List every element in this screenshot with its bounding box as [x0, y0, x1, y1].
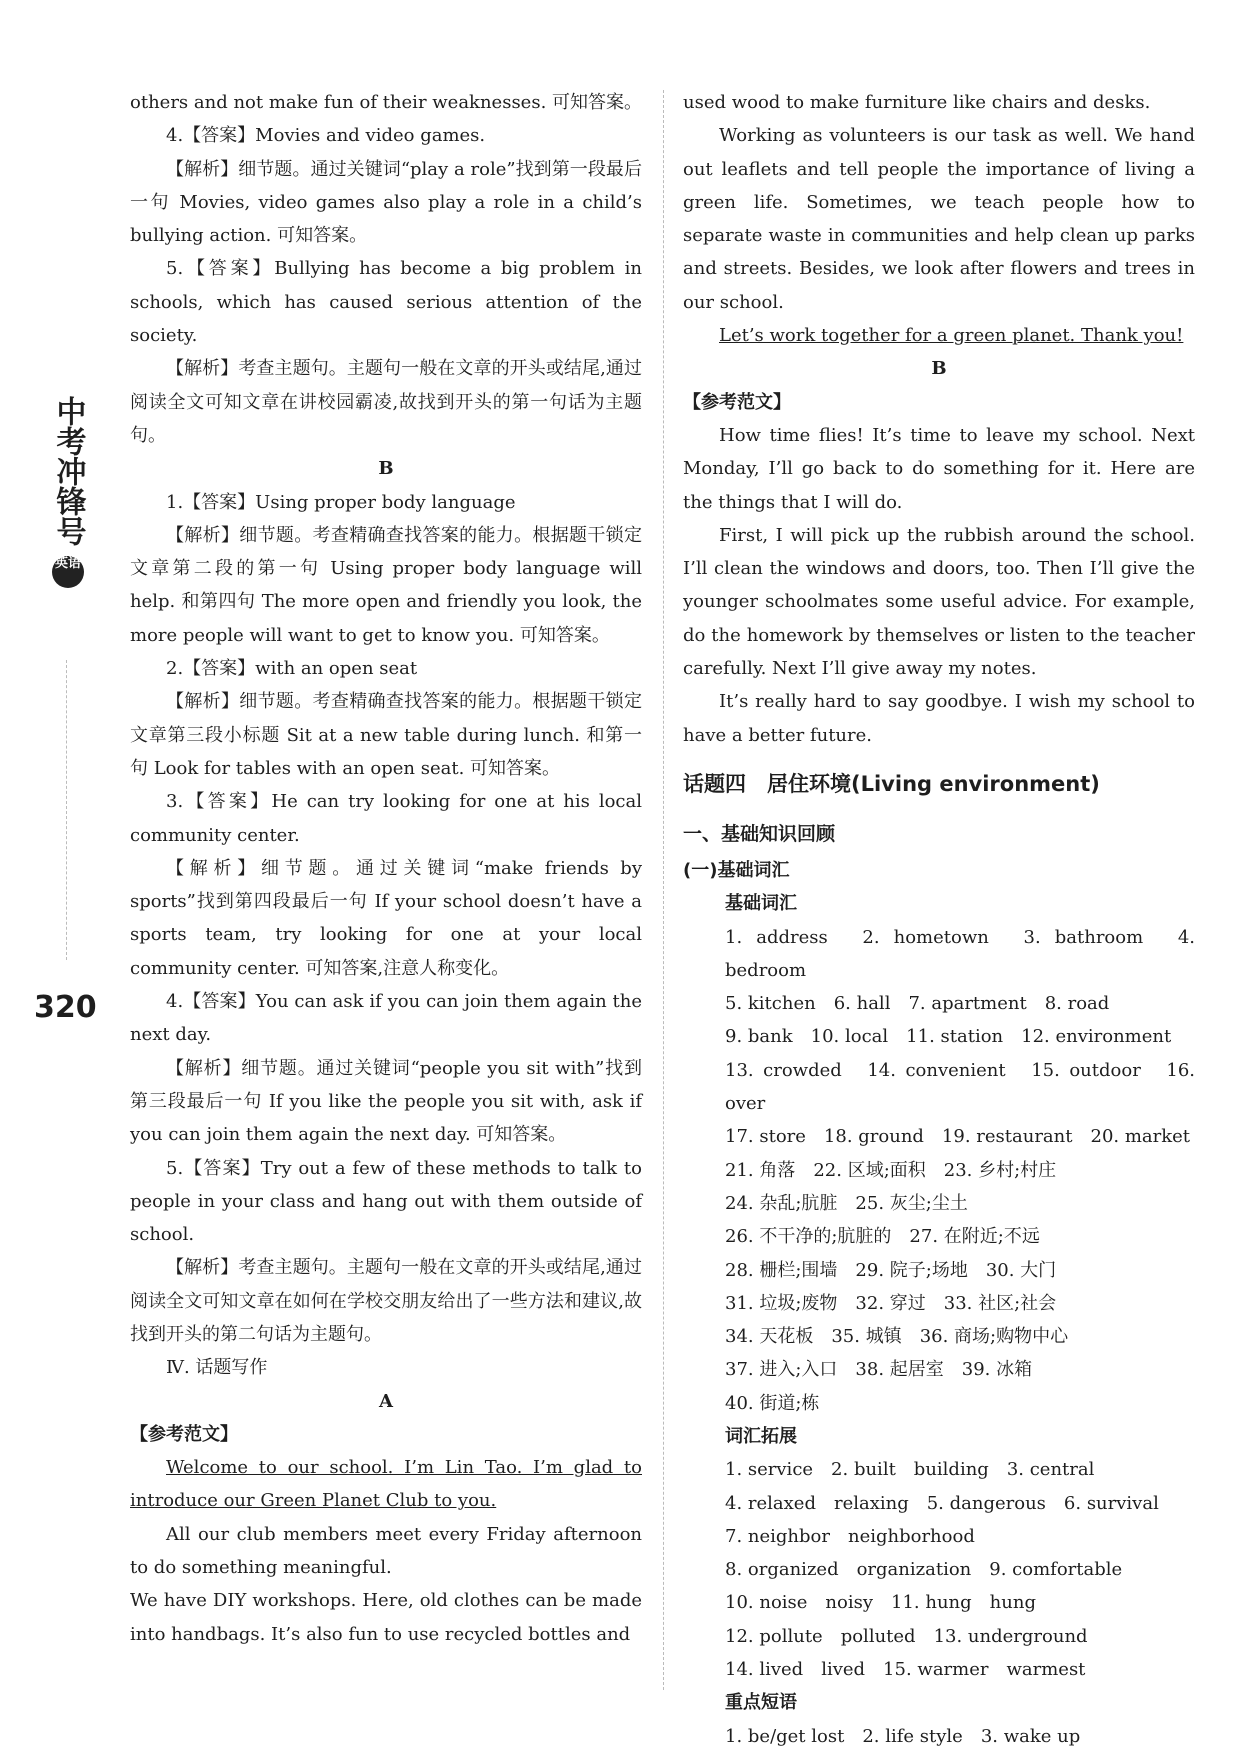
left-paragraph: A [379, 1390, 393, 1412]
right-paragraph: How time flies! It’s time to leave my school. Next Monday, I’ll go back to do something for it. Here are the things that I will do. [683, 424, 1195, 513]
right-paragraph: 基础词汇 [725, 893, 797, 915]
left-paragraph: Welcome to our school. I’m Lin Tao. I’m glad to introduce our Green Planet Club to you. [130, 1457, 642, 1512]
right-paragraph: First, I will pick up the rubbish around the school. I’ll clean the windows and doors, too. Then I’ll give the younger schoolmates some useful advice. For example, do the homework by themselves or listen to the teacher carefully. Next I’ll give away my notes. [683, 524, 1195, 680]
left-paragraph: 3.【答案】He can try looking for one at his local community center. [130, 791, 642, 846]
right-paragraph: Let’s work together for a green planet. Thank you! [719, 325, 1184, 347]
left-paragraph: 5.【答案】Bullying has become a big problem in schools, which has caused serious attention of the society. [130, 258, 642, 347]
left-paragraph: 【解析】细节题。通过关键词“play a role”找到第一段最后一句 Movies, video games also play a role in a child’s bullying action. 可知答案。 [130, 158, 642, 247]
right-paragraph: 5. kitchen 6. hall 7. apartment 8. road [725, 993, 1110, 1015]
right-paragraph: 1. service 2. built building 3. central [725, 1459, 1095, 1481]
left-paragraph: others and not make fun of their weaknesses. 可知答案。 [130, 92, 643, 113]
subject-badge: 英语 [52, 556, 84, 588]
right-paragraph: 37. 进入;入口 38. 起居室 39. 冰箱 [725, 1359, 1033, 1381]
left-column [130, 86, 642, 1651]
right-paragraph: 21. 角落 22. 区域;面积 23. 乡村;村庄 [725, 1159, 1057, 1181]
right-paragraph: B [931, 358, 947, 380]
right-paragraph: 词汇拓展 [725, 1425, 797, 1447]
left-paragraph: B [378, 458, 394, 480]
right-paragraph: 40. 街道;栋 [725, 1392, 820, 1414]
right-paragraph: 12. pollute polluted 13. underground [725, 1625, 1088, 1647]
right-paragraph: 8. organized organization 9. comfortable [725, 1559, 1123, 1581]
right-paragraph: 26. 不干净的;肮脏的 27. 在附近;不远 [725, 1226, 1040, 1248]
left-paragraph: 2.【答案】with an open seat [166, 658, 418, 680]
right-paragraph: 13. crowded 14. convenient 15. outdoor 16. over [725, 1059, 1195, 1115]
right-paragraph: 14. lived lived 15. warmer warmest [725, 1659, 1086, 1681]
right-paragraph: 24. 杂乱;肮脏 25. 灰尘;尘土 [725, 1192, 968, 1214]
left-paragraph: 【解析】考查主题句。主题句一般在文章的开头或结尾,通过阅读全文可知文章在讲校园霸凌,故找到开头的第一句话为主题句。 [130, 358, 642, 446]
left-paragraph: 5.【答案】Try out a few of these methods to talk to people in your class and hang out with them outside of school. [130, 1157, 642, 1246]
right-paragraph: 31. 垃圾;废物 32. 穿过 33. 社区;社会 [725, 1292, 1057, 1314]
left-paragraph: Ⅳ. 话题写作 [166, 1357, 268, 1379]
left-paragraph: 【解析】细节题。通过关键词“make friends by sports”找到第四段最后一句 If your school doesn’t have a sports team, try looking for one at your local community center. 可知答案,注意人称变化。 [130, 857, 642, 979]
left-paragraph: 4.【答案】Movies and video games. [166, 125, 486, 147]
left-paragraph: 4.【答案】You can ask if you can join them again the next day. [130, 991, 642, 1046]
right-paragraph: 重点短语 [725, 1692, 797, 1714]
book-spine-label [48, 396, 88, 588]
right-paragraph: used wood to make furniture like chairs and desks. [683, 92, 1151, 113]
right-paragraph: 话题四 居住环境(Living environment) [683, 771, 1100, 796]
left-paragraph: 【解析】细节题。通过关键词“people you sit with”找到第三段最后一句 If you like the people you sit with, ask if you can join them again the next day. 可知答案。 [130, 1057, 642, 1146]
right-paragraph: 1. be/get lost 2. life style 3. wake up [725, 1725, 1081, 1747]
right-paragraph: 9. bank 10. local 11. station 12. environment [725, 1026, 1172, 1048]
right-paragraph: 34. 天花板 35. 城镇 36. 商场;购物中心 [725, 1326, 1069, 1348]
right-paragraph: 4. relaxed relaxing 5. dangerous 6. survival [725, 1492, 1159, 1514]
book-title: 中考冲锋号 [50, 396, 86, 546]
right-paragraph: It’s really hard to say goodbye. I wish my school to have a better future. [683, 691, 1195, 746]
right-paragraph: (一)基础词汇 [683, 859, 790, 881]
left-paragraph: 【解析】考查主题句。主题句一般在文章的开头或结尾,通过阅读全文可知文章在如何在学校交朋友给出了一些方法和建议,故找到开头的第二句话为主题句。 [130, 1257, 642, 1345]
left-paragraph: 【解析】细节题。考查精确查找答案的能力。根据题干锁定文章第三段小标题 Sit at a new table during lunch. 和第一句 Look for tables with an open seat. 可知答案。 [130, 691, 642, 779]
left-paragraph: 【参考范文】 [130, 1423, 238, 1445]
right-paragraph: 一、基础知识回顾 [683, 822, 836, 845]
left-paragraph: All our club members meet every Friday afternoon to do something meaningful. [130, 1523, 642, 1579]
right-paragraph: 17. store 18. ground 19. restaurant 20. market [725, 1126, 1191, 1148]
right-column [683, 86, 1195, 1753]
column-divider [663, 90, 664, 1690]
right-paragraph: 【参考范文】 [683, 391, 791, 413]
spine-divider [66, 660, 67, 960]
right-paragraph: 7. neighbor neighborhood [725, 1525, 975, 1547]
right-paragraph: Working as volunteers is our task as well. We hand out leaflets and tell people the importance of living a green life. Sometimes, we teach people how to separate waste in communities and help clean up parks and streets. Besides, we look after flowers and trees in our school. [683, 125, 1195, 313]
page-number: 320 [34, 990, 97, 1025]
right-paragraph: 1. address 2. hometown 3. bathroom 4. bedroom [725, 926, 1195, 981]
left-paragraph: 【解析】细节题。考查精确查找答案的能力。根据题干锁定文章第二段的第一句 Using proper body language will help. 和第四句 The more open and friendly you look, the more people will want to get to know you. 可知答案。 [130, 524, 642, 646]
right-paragraph: 10. noise noisy 11. hung hung [725, 1592, 1036, 1614]
right-paragraph: 28. 栅栏;围墙 29. 院子;场地 30. 大门 [725, 1259, 1057, 1281]
left-paragraph: We have DIY workshops. Here, old clothes can be made into handbags. It’s also fun to use recycled bottles and [130, 1590, 642, 1645]
left-paragraph: 1.【答案】Using proper body language [166, 491, 516, 513]
